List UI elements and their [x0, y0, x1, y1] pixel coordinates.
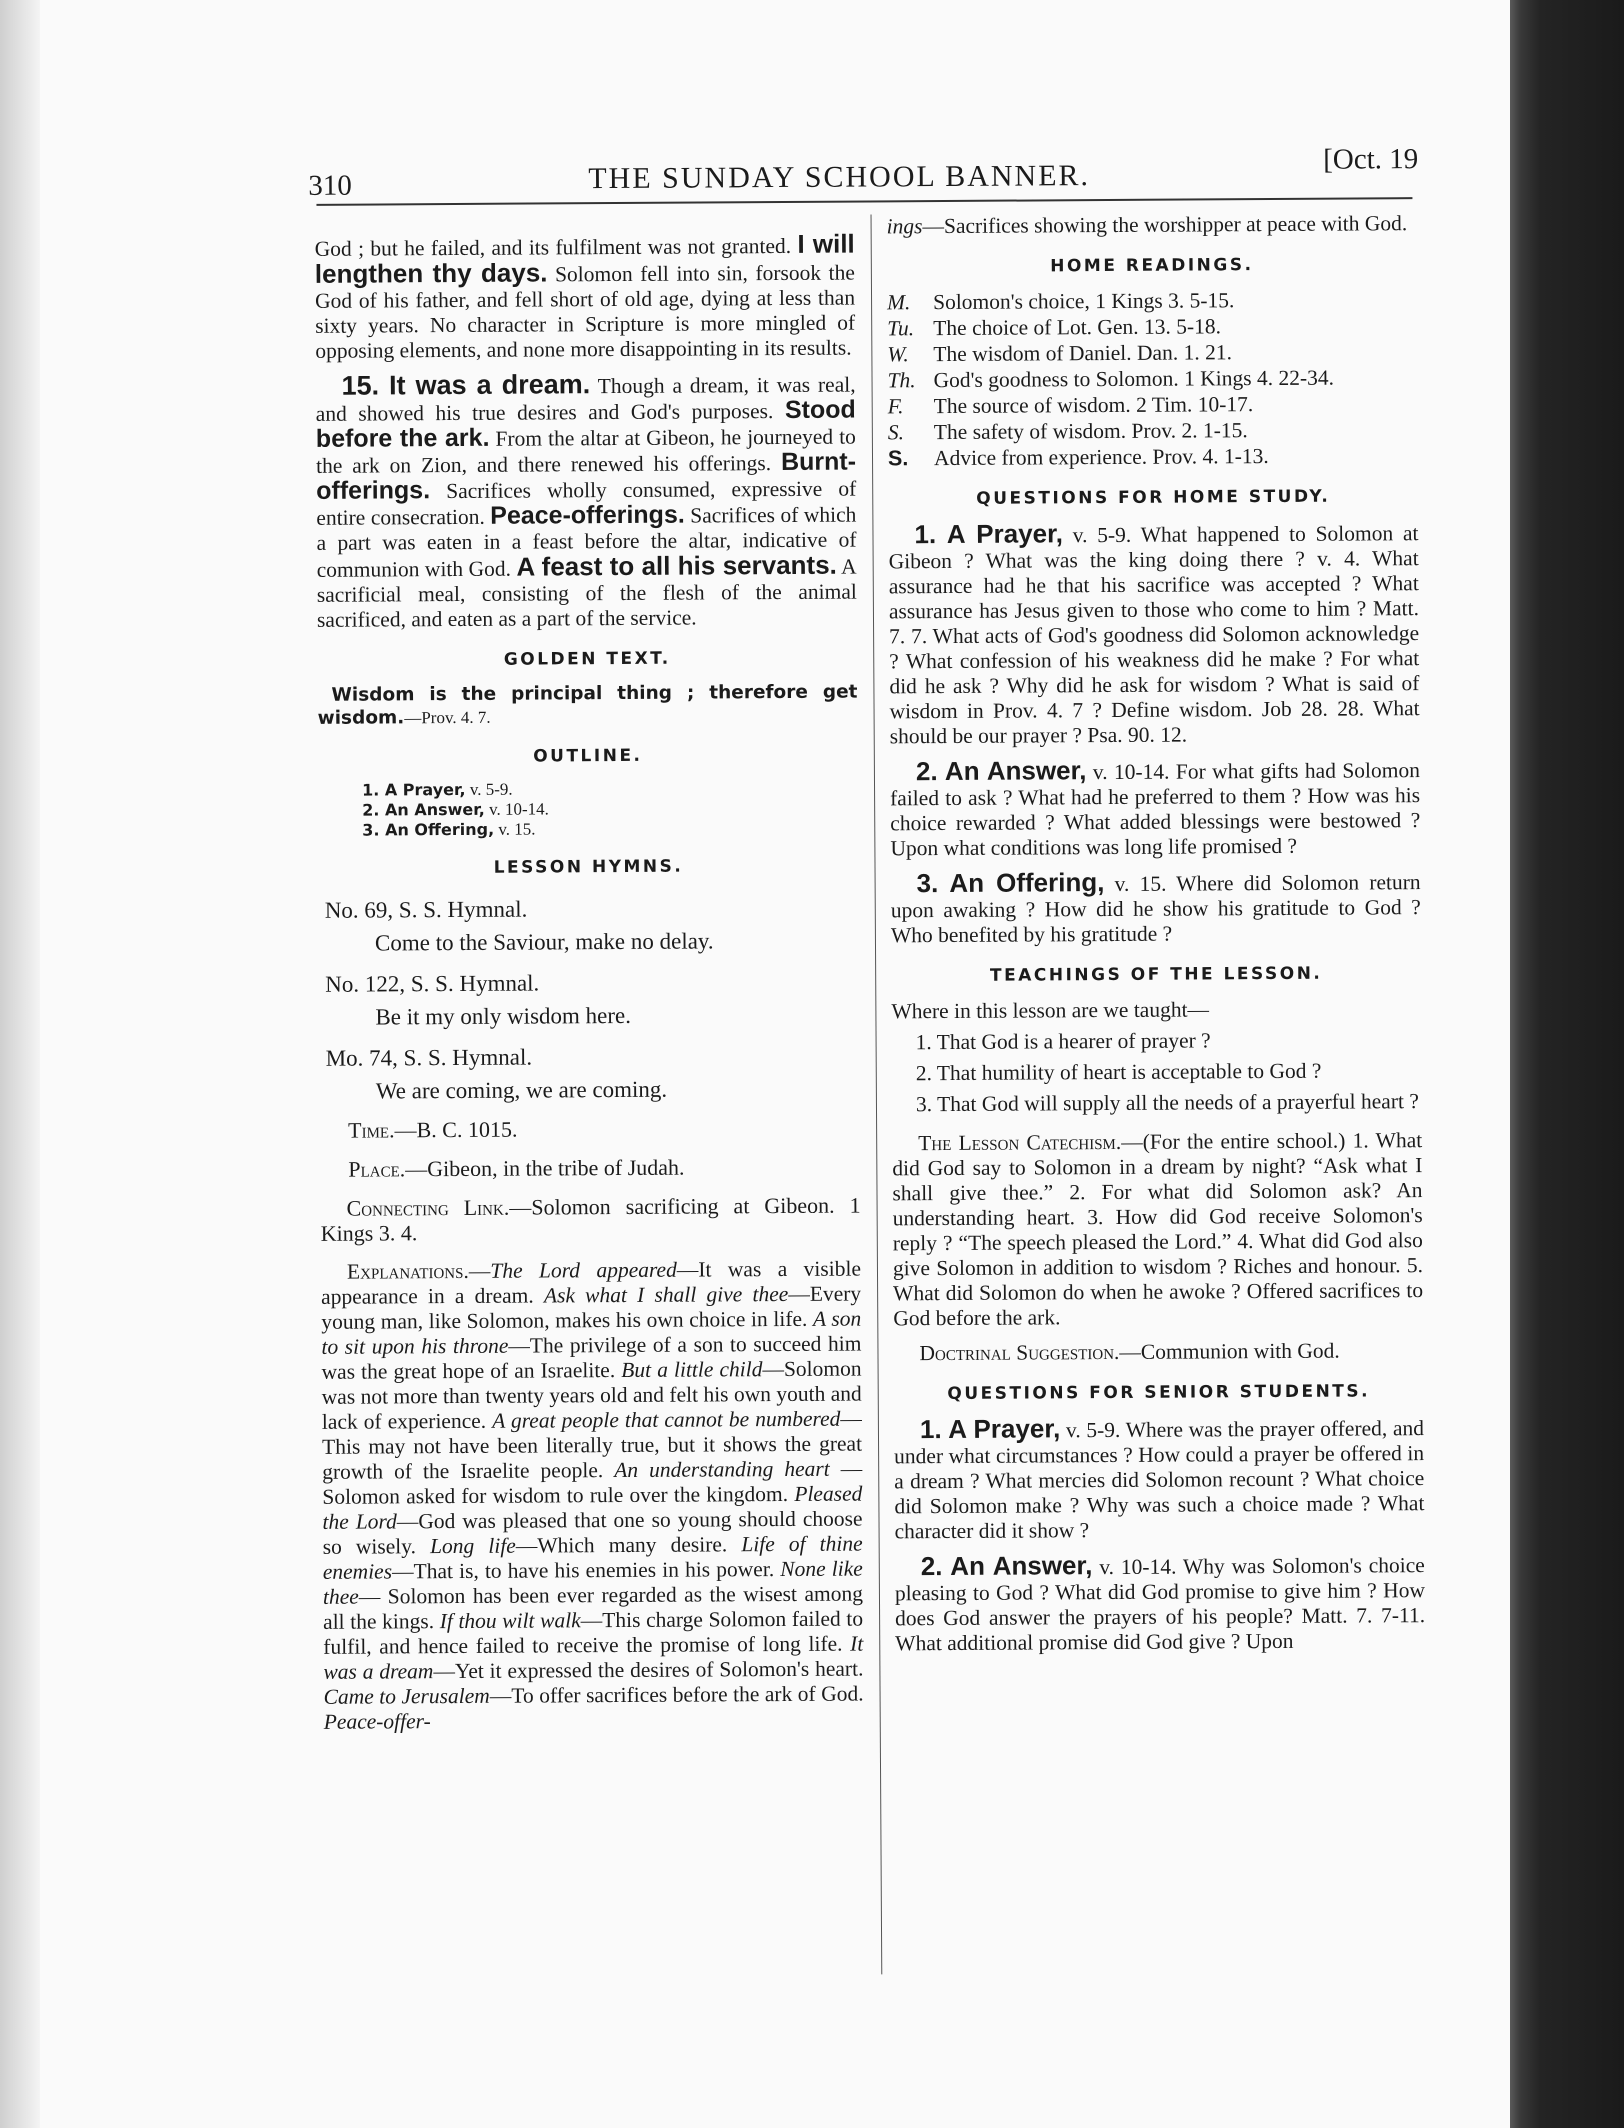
printed-page	[290, 123, 1432, 2030]
explanations-continued: ings—Sacrifices showing the worshipper at peace with God.	[886, 211, 1408, 239]
explanation-text: — Solomon has been ever regarded as the wisest among all the kings.	[323, 1581, 864, 1634]
page-stack-edge-left	[0, 0, 40, 2128]
lead-phrase: I will lengthen thy days.	[314, 228, 855, 289]
hymn-first-line: Be it my only wisdom here.	[375, 1002, 632, 1030]
hymn-number: No. 69, S. S. Hymnal.	[324, 896, 528, 923]
lesson-time: Time.—B. C. 1015.	[348, 1116, 518, 1143]
hymn-first-line: We are coming, we are coming.	[375, 1076, 668, 1104]
connecting-link: Connecting Link.—Solomon sacrificing at Gibeon. 1 Kings 3. 4.	[320, 1192, 861, 1246]
reading-item: S. The safety of wisdom. Prov. 2. 1-15.	[887, 418, 1248, 445]
explained-phrase: If thou wilt walk	[439, 1608, 581, 1634]
lesson-catechism: The Lesson Catechism.—(For the entire school.) 1. What did God say to Solomon in a dream by night? “Ask what I shall give thee.” 2. For what did Solomon ask? An understanding heart. 3. How did God receive Solomon's reply ? “The speech pleased the Lord.” 4. What did God also give Solomon in addition to wisdom ? Riches and honour. 5. What did Solomon do when he awoke ? Offered sacrifices to God before the ark.	[892, 1128, 1424, 1331]
hymn-number: Mo. 74, S. S. Hymnal.	[325, 1044, 533, 1071]
reading-item: F. The source of wisdom. 2 Tim. 10-17.	[887, 392, 1254, 419]
explained-phrase: Pleased the Lord	[322, 1481, 863, 1534]
column-rule	[871, 214, 883, 1974]
journal-title: THE SUNDAY SCHOOL BANNER.	[588, 159, 1091, 196]
issue-date: [Oct. 19	[1323, 143, 1419, 176]
explained-phrase: The Lord appeared	[490, 1257, 677, 1283]
explained-phrase: A son to sit upon his throne	[321, 1306, 862, 1359]
lead-phrase: 15. It was a dream.	[341, 369, 591, 401]
page-number: 310	[308, 169, 352, 202]
outline-list	[318, 778, 858, 841]
explanation-text: —Which many desire.	[515, 1532, 742, 1558]
book-binding-edge	[1510, 0, 1624, 2128]
senior-students-heading: QUESTIONS FOR SENIOR STUDENTS.	[947, 1381, 1371, 1405]
teachings-heading: TEACHINGS OF THE LESSON.	[989, 963, 1323, 986]
reading-item: S. Advice from experience. Prov. 4. 1-13.	[887, 444, 1269, 471]
outline-heading: OUTLINE.	[533, 745, 643, 767]
lead-phrase: Stood before the ark.	[315, 395, 856, 453]
home-study-heading: QUESTIONS FOR HOME STUDY.	[976, 486, 1331, 509]
explanation-text: —To offer sacrifices before the ark of God.	[489, 1681, 864, 1708]
reading-item: Tu. The choice of Lot. Gen. 13. 5-18.	[887, 314, 1222, 341]
teaching-item: 2. That humility of heart is acceptable to God ?	[915, 1058, 1322, 1086]
explained-phrase: Long life	[429, 1533, 516, 1559]
senior-question: 2. An Answer, v. 10-14. Why was Solomon's choice pleasing to God ? What did God promise to give him ? How does God answer the prayers of his people? Matt. 7. 7-11. What additional promise did God give ? Upon	[894, 1550, 1426, 1656]
left-column	[314, 228, 864, 1745]
home-study-question: 2. An Answer, v. 10-14. For what gifts had Solomon failed to ask ? What had he preferred to them ? How was his choice rewarded ? What added blessings were bestowed ? Upon what conditions was long life promised ?	[890, 755, 1421, 861]
outline-item: 3. An Offering, v. 15.	[362, 819, 536, 840]
explained-phrase: But a little child	[621, 1357, 763, 1382]
golden-text-heading: GOLDEN TEXT.	[503, 648, 671, 670]
right-column	[887, 211, 1426, 1666]
outline-item: 2. An Answer, v. 10-14.	[362, 799, 549, 820]
explained-phrase: An understanding heart	[614, 1456, 830, 1483]
explained-phrase: Life of thine enemies	[322, 1531, 863, 1584]
running-head	[308, 135, 1419, 202]
teachings-intro: Where in this lesson are we taught—	[891, 997, 1210, 1024]
reading-item: W. The wisdom of Daniel. Dan. 1. 21.	[887, 340, 1233, 367]
lesson-hymns-heading: LESSON HYMNS.	[493, 856, 684, 878]
explanation-text: —The privilege of a son to succeed him was the great hope of an Israelite.	[321, 1331, 862, 1384]
explanation-text: — Solomon asked for wisdom to rule over the kingdom.	[322, 1456, 863, 1509]
home-study-question: 1. A Prayer, v. 5-9. What happened to Solomon at Gibeon ? What was the king doing there ? v. 4. What assurance had he that his sacrifice was accepted ? What assurance has Jesus given to those who come to him ? Matt. 7. 7. What acts of God's goodness did Solomon acknowledge ? What confession of his weakness did he make ? For what did he ask ? Why did he ask for wisdom ? What is said of wisdom in Prov. 4. 7 ? Define wisdom. Job 28. 28. What should be our prayer ? Psa. 90. 12.	[888, 518, 1420, 749]
teaching-item: 3. That God will supply all the needs of a prayerful heart ?	[915, 1089, 1419, 1117]
teaching-item: 1. That God is a hearer of prayer ?	[915, 1028, 1211, 1055]
verse-14-continued: God ; but he failed, and its fulfilment was not granted. I will lengthen thy days. Solomon fell into sin, forsook the God of his father, and fell short of old age, dying at less than sixty years. No character in Scripture is more mingled of opposing elements, and none more disappointing in its results.	[314, 228, 856, 363]
explanation-text: —Solomon was not more than twenty years old and felt his own youth and lack of experience.	[321, 1356, 862, 1434]
verse-15-commentary: 15. It was a dream. Though a dream, it was real, and showed his true desires and God's purposes. Stood before the ark. From the altar at Gibeon, he journeyed to the ark on Zion, and there renewed his offerings. Burnt-offerings. Sacrifices wholly consumed, expressive of entire consecration. Peace-offerings. Sacrifices of which a part was eaten in a feast before the altar, indicative of communion with God. A feast to all his servants. A sacrificial meal, consisting of the flesh of the animal sacrificed, and eaten as a part of the service.	[315, 369, 857, 632]
explained-phrase: Came to Jerusalem	[323, 1683, 490, 1709]
explained-phrase: Peace-offer-	[323, 1709, 431, 1734]
hymn-first-line: Come to the Saviour, make no delay.	[374, 928, 714, 956]
doctrinal-suggestion: Doctrinal Suggestion.—Communion with God.	[919, 1338, 1340, 1366]
home-readings-list	[887, 287, 1418, 471]
explanation-text: —This charge Solomon failed to fulfil, and hence failed to receive the promise of long life.	[323, 1606, 864, 1659]
header-rule	[316, 197, 1412, 206]
explanation-text: —	[468, 1258, 491, 1283]
hymn-list	[319, 895, 860, 1104]
lesson-place: Place.—Gibeon, in the tribe of Judah.	[348, 1154, 685, 1182]
hymn-number: No. 122, S. S. Hymnal.	[325, 970, 540, 997]
explanation-text: —That is, to have his enemies in his power.	[391, 1557, 781, 1584]
reading-item: M. Solomon's choice, 1 Kings 3. 5-15.	[886, 288, 1235, 315]
explained-phrase: None like thee	[322, 1556, 863, 1609]
outline-item: 1. A Prayer, v. 5-9.	[361, 779, 513, 800]
lead-phrase: A feast to all his servants.	[516, 549, 837, 582]
home-readings-heading: HOME READINGS.	[1050, 255, 1254, 277]
explanation-text: —This may not have been literally true, but it shows the great growth of the Israelite people.	[321, 1406, 863, 1484]
senior-question: 1. A Prayer, v. 5-9. Where was the prayer offered, and under what circumstances ? How could a prayer be offered in a dream ? What mercies did Solomon recount ? What choice did Solomon make ? Why was such a choice made ? What character did it show ?	[894, 1413, 1425, 1544]
explained-phrase: A great people that cannot be numbered	[492, 1406, 841, 1433]
lead-phrase: Burnt-offerings.	[316, 447, 857, 505]
home-study-question: 3. An Offering, v. 15. Where did Solomon return upon awaking ? How did he show his gratitude to God ? Who benefited by his gratitude ?	[890, 867, 1421, 948]
explanation-text: —Yet it expressed the desires of Solomon's heart.	[433, 1656, 864, 1684]
reading-item: Th. God's goodness to Solomon. 1 Kings 4. 22-34.	[887, 365, 1335, 393]
explanation-text: —It was a visible appearance in a dream.	[321, 1256, 862, 1309]
lead-phrase: Peace-offerings.	[490, 500, 685, 530]
explained-phrase: It was a dream	[323, 1631, 864, 1684]
golden-text: Wisdom is the principal thing ; therefore get wisdom.—Prov. 4. 7.	[317, 681, 858, 729]
explanations: Explanations.—The Lord appeared—It was a visible appearance in a dream. Ask what I shall give thee—Every young man, like Solomon, makes his own choice in life. A son to sit upon his throne—The privilege of a son to succeed him was the great hope of an Israelite. But a little child—Solomon was not more than twenty years old and felt his own youth and lack of experience. A great people that cannot be numbered—This may not have been literally true, but it shows the great growth of the Israelite people. An understanding heart — Solomon asked for wisdom to rule over the kingdom. Pleased the Lord—God was pleased that one so young should choose so wisely. Long life—Which many desire. Life of thine enemies—That is, to have his enemies in his power. None like thee— Solomon has been ever regarded as the wisest among all the kings. If thou wilt walk—This charge Solomon failed to fulfil, and hence failed to receive the promise of long life. It was a dream—Yet it expressed the desires of Solomon's heart. Came to Jerusalem—To offer sacrifices before the ark of God. Peace-offer-	[321, 1256, 864, 1734]
explanation-text: —Every young man, like Solomon, makes his own choice in life.	[321, 1281, 862, 1334]
explained-phrase: Ask what I shall give thee	[543, 1281, 789, 1308]
explanation-text: —God was pleased that one so young should choose so wisely.	[322, 1506, 863, 1559]
